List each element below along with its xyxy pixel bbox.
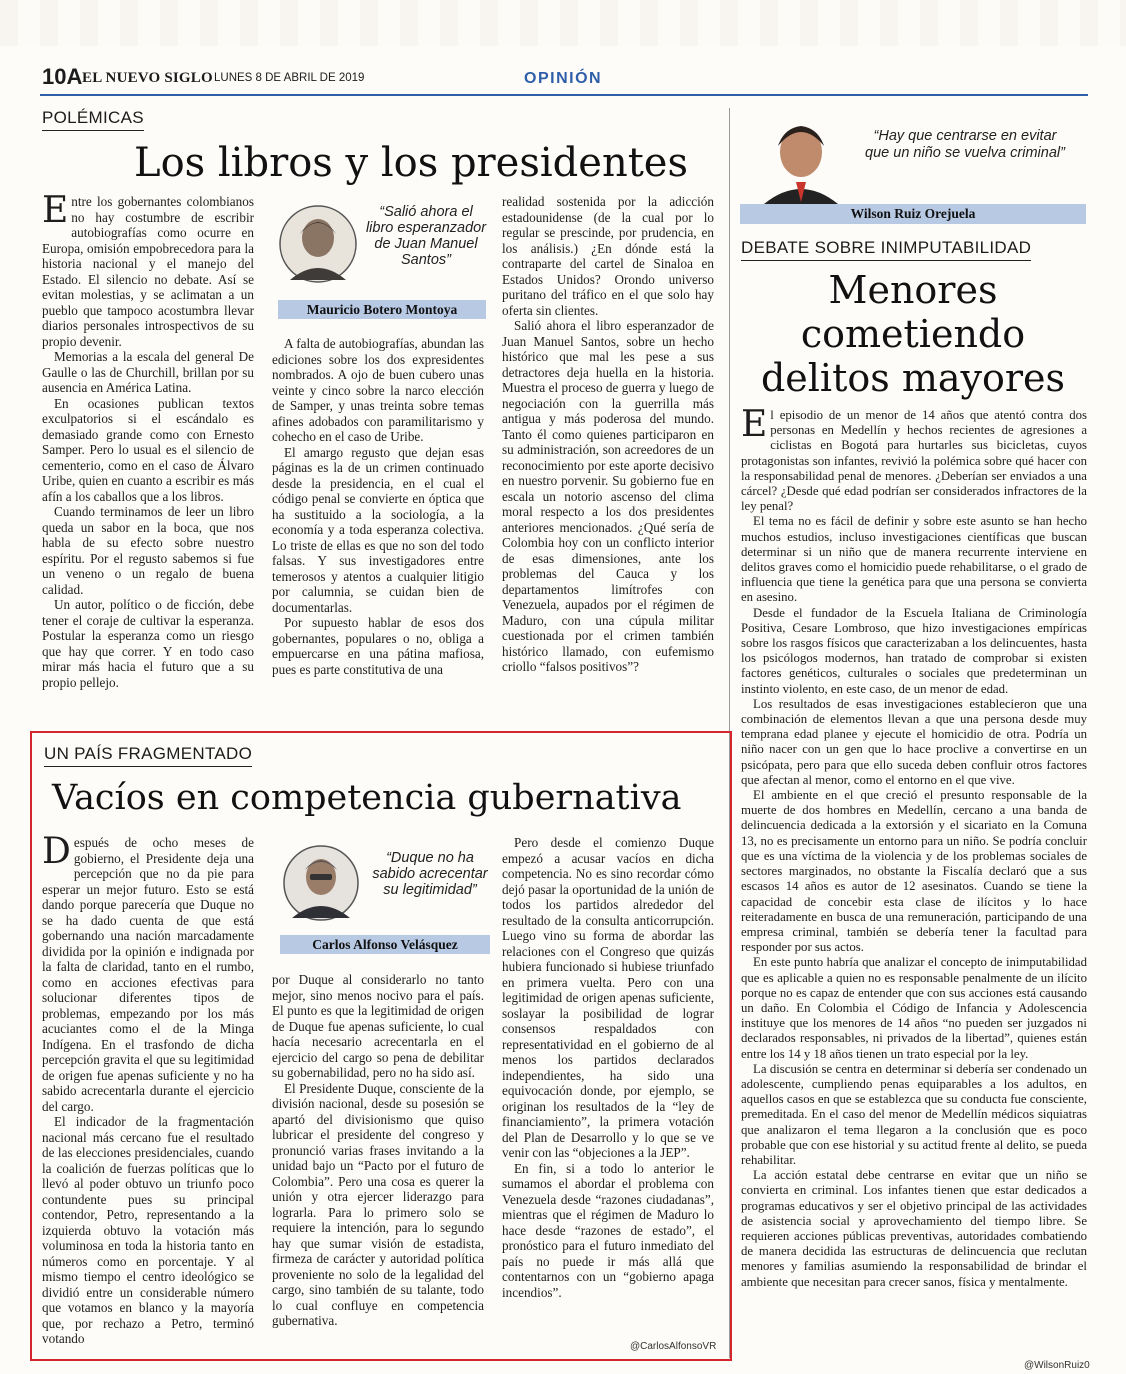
article1-dropcap: E: [42, 194, 69, 231]
author-portrait-icon: [278, 204, 358, 284]
article1-paragraph: El amargo regusto que dejan esas páginas es la de un crimen continuado desde la presidencia, en el cual el código penal se convierte en óptica que ha sustituido a la sociología, a la economía y a toda esperanza colectiva. Lo triste de ellas es que no son del todo falsas. Y sus investigadores entre temerosos y atentos a cualquier litigio por calumnia, se cuidan bien de documentarlas.: [272, 444, 484, 615]
article2-kicker: UN PAÍS FRAGMENTADO: [44, 744, 252, 767]
article2-paragraph: En fin, si a todo lo anterior le sumamos el abordar el problema con Venezuela desde “razones ciudadanas”, mientras que el régimen de Maduro lo hace desde “razones de estado”, el pronóstico para el futuro inmediato del país no puede ir más allá que contentarnos con un “gobierno apaga incendios”.: [502, 1160, 714, 1300]
article3-pull-quote: “Hay que centrarse en evitar que un niño se vuelva criminal”: [865, 128, 1065, 161]
article2-paragraph: Después de ocho meses de gobierno, el Presidente deja una percepción que no da pie para esperar un mejor futuro. Esto se está dando porque parecería que Duque no se ha dado cuenta de que está gobernando una nación marcadamente dividida por la opinión e indignada por la falta de claridad, tanto en el rumbo, como en acciones efectivas para solucionar diferentes tipos de problemas, empezando por los más acuciantes como el de la Minga Indígena. En el trasfondo de dicha percepción gravita el que su legitimidad de origen fue apenas suficiente y no ha sabido acrecentarla durante el ejercicio del cargo.: [42, 835, 254, 1114]
article3-paragraph: El tema no es fácil de definir y sobre este asunto se han hecho muchos estudios, incluso investigaciones científicas que buscan determinar si un niño que de manera recurrente interviene en delitos graves como el homicidio puede rehabilitarse, o el grado de influencia que tiene la genética para que una persona se convierta en asesino.: [741, 514, 1087, 605]
article1-paragraph: Por supuesto hablar de esos dos gobernantes, populares o no, obliga a empuercarse en una pátina mafiosa, pues es parte constitutiva de una: [272, 615, 484, 677]
article1-title: Los libros y los presidentes: [134, 140, 688, 186]
article2-title: Vacíos en competencia gubernativa: [52, 778, 682, 818]
header-rule: [40, 94, 1088, 96]
newspaper-name: EL NUEVO SIGLO: [82, 70, 213, 86]
article1-pull-quote: “Salió ahora el libro esperanzador de Juan Manuel Santos”: [365, 204, 487, 268]
article2-pull-quote: “Duque no ha sabido acrecentar su legitimidad”: [372, 850, 488, 898]
article2-column-2: [272, 972, 484, 1346]
article3-paragraph: Desde el fundador de la Escuela Italiana de Criminología Positiva, Cesare Lombroso, que hizo investigaciones empíricas sobre los rasgos físicos que caracterizaban a los delincuentes, hasta los psicólogos modernos, han tratado de comprobar si existen factores genéticos, culturales o sociales que predeterminan un instinto violento, en este caso, de un menor de edad.: [741, 605, 1087, 696]
article1-paragraph: Un autor, político o de ficción, debe tener el coraje de cultivar la esperanza. Postular la esperanza como un riesgo que hay que correr. Y en todo caso mirar más hacia el futuro que a su propio pellejo.: [42, 597, 254, 690]
scan-top-margin: [0, 0, 1126, 46]
article2-author-handle: @CarlosAlfonsoVR: [630, 1341, 717, 1352]
article1-paragraph: realidad sostenida por la adicción estadounidense (de la cual por lo regular se prescinde, por prudencia, en los análisis.) ¿En dónde está la contraparte del cartel de Sinaloa en Estados Unidos? Orondo universo puritano del tráfico en el que solo hay oferta sin clientes.: [502, 194, 714, 318]
article2-author-name: Carlos Alfonso Velásquez: [280, 935, 490, 954]
article1-author-name: Mauricio Botero Montoya: [278, 300, 486, 319]
issue-date: LUNES 8 DE ABRIL DE 2019: [214, 72, 365, 84]
article1-paragraph: Cuando terminamos de leer un libro queda un sabor en la boca, que nos habla de su efecto sobre nuestro espíritu. Por el regusto sabemos si fue un veneno o un regalo de buena calidad.: [42, 504, 254, 597]
article1-author-box: [272, 200, 492, 320]
article3-title: [741, 268, 1085, 400]
article3-dropcap: E: [741, 408, 768, 445]
article1-paragraph: A falta de autobiografías, abundan las ediciones sobre los dos expresidentes nombrados. A ojo de buen cubero unas veinte y cinco sobre la narco elección de Samper, y unas treinta sobre temas afines adobados con paramilitarismo y cohecho en el caso de Uribe.: [272, 336, 484, 444]
article3-title-line: delitos mayores: [760, 356, 1066, 400]
article2-paragraph: por Duque al considerarlo no tanto mejor, sino menos nocivo para el país. El punto es que la legitimidad de origen de Duque fue apenas suficiente, lo cual hacía necesario acrecentarla en el ejercicio del cargo so pena de debilitar su gobernabilidad, pero no ha sido así.: [272, 972, 484, 1080]
article3-author-handle: @WilsonRuiz0: [1024, 1360, 1090, 1371]
article3-author-box: [738, 108, 1088, 226]
article2-dropcap: D: [42, 835, 71, 872]
article3-paragraph: El ambiente en el que creció el presunto responsable de la muerte de dos hombres en Medellín, cercano a una banda de delincuencia dedicada a la extorsión y el sicariato en la Comuna 13, no es precisamente un entorno para un niño. Se podría concluir que es una víctima de la violencia y de los problemas sociales de sectores marginados, no obstante la Fiscalía declaró que a sus escasos 14 años es autor de 12 asesinatos. Cuando se tiene la capacidad de concebir esta clase de ilícitos y lo hace reiteradamente en busca de una remuneración, participando de una empresa criminal, también se debería tener la facultad para responder por sus actos.: [741, 788, 1087, 955]
article3-kicker: DEBATE SOBRE INIMPUTABILIDAD: [741, 238, 1031, 261]
author-portrait-icon: [756, 112, 846, 204]
article1-paragraph: Salió ahora el libro esperanzador de Juan Manuel Santos, sobre un hecho histórico que mal les pese a sus detractores deja huella en la historia. Muestra el proceso de guerra y luego de negociación con la guerrilla más antigua y más poderosa del mundo. Tanto él como quienes participaron en su administración, son acreedores de un reconocimiento por este aporte decisivo en nuestro porvenir. Su gobierno fue en escala un notorio ascenso del clima moral respecto a los dos presidentes anteriores mencionados. ¿Qué sería de Colombia hoy con un conflicto interior de esas dimensiones, ante los problemas del Cauca y los departamentos limítrofes con Venezuela, aupados por el régimen de Maduro, con una cúpula militar cuestionada por el crimen también histórico llamado, con eufemismo criollo “falsos positivos”?: [502, 318, 714, 674]
article3-title-line: Menores: [828, 268, 998, 312]
article1-paragraph: Memorias a la escala del general De Gaulle o las de Churchill, brillan por su ausencia en América Latina.: [42, 349, 254, 395]
article3-author-name: Wilson Ruiz Orejuela: [740, 204, 1086, 224]
article1-paragraph: En ocasiones publican textos exculpatorios si el escándalo es demasiado grande como con Ernesto Samper. Pero lo usual es el silencio de cementerio, como en el caso de Álvaro Uribe, quien en cuanto a escribir es más afín a los caballos que a los libros.: [42, 395, 254, 504]
author-portrait-icon: [282, 844, 360, 922]
article3-paragraph: Los resultados de esas investigaciones establecieron que una combinación de elementos llevan a que una persona desde muy temprana edad planee y ejecute el homicidio de otra. Podría un niño nacer con un gen que lo hace proclive a convertirse en un psicópata, pero para que ello suceda deben confluir otros factores que afectan al menor, como el entorno en el que vive.: [741, 696, 1087, 787]
article1-paragraph: Entre los gobernantes colombianos no hay costumbre de escribir autobiografías como ocurre en Europa, omisión empobrecedora para la historia nacional y el manejo del Estado. El silencio no debate. Así se evitan molestias, y se aclimatan a un pueblo que tampoco acostumbra llevar diarios personales introspectivos de su propio devenir.: [42, 194, 254, 349]
article1-column-3: [502, 194, 714, 706]
article3-paragraph: La acción estatal debe centrarse en evitar que un niño se convierta en criminal. Los infantes tienen que estar dedicados a programas educativos y ser el objetivo principal de las actividades de asistencia social y aprovechamiento del tiempo libre. Se requieren acciones públicas preventivas, autoridades combatiendo de manera decidida las estructuras de delincuencia que reclutan menores y familias asumiendo la responsabilidad de brindar el ambiente que necesitan para crecer sanos, física y mentalmente.: [741, 1168, 1087, 1289]
article3-paragraph: La discusión se centra en determinar si debería ser condenado un adolescente, cumpliendo penas equiparables a los adultos, en aquellos casos en que se establezca que su conducta fue consciente, premeditada. En el caso del menor de Medellín médicos siquiatras que analizaron el tema llegaron a la conclusión que es poco probable que con ese historial y su actitud frente al delito, se pueda rehabilitar.: [741, 1061, 1087, 1167]
article1-kicker: POLÉMICAS: [42, 108, 144, 131]
article2-column-3: [502, 835, 714, 1335]
page-number: 10A: [42, 64, 83, 89]
article2-author-box: [272, 842, 494, 958]
article3-title-line: cometiendo: [800, 312, 1026, 356]
article1-column-2: [272, 336, 484, 706]
article3-paragraph: El episodio de un menor de 14 años que atentó contra dos personas en Medellín y hechos recientes de agresiones a ciclistas en Bogotá para hurtarles sus bicicletas, cuyos protagonistas son infantes, revivió la polémica sobre qué hacer con la responsabilidad penal de menores. ¿Deberían ser enviados a una cárcel? ¿Desde qué edad podrían ser considerados infractores de la ley penal?: [741, 408, 1087, 514]
article2-paragraph: El indicador de la fragmentación nacional más cercano fue el resultado de las elecciones presidenciales, cuando la coalición de fuerzas políticas que lo llevó al poder obtuvo un triunfo poco contundente pues su principal contendor, Petro, representando a la izquierda obtuvo la votación más voluminosa en toda la historia tanto en números como en porcentaje. Y al mismo tiempo el centro ideológico se dividió entre un considerable número que votamos en blanco y la mayoría que, por rechazo a Petro, terminó votando: [42, 1114, 254, 1345]
article1-column-1: [42, 194, 254, 704]
article2-paragraph: El Presidente Duque, consciente de la división nacional, desde su posesión se apartó del divisionismo que quiso lubricar el presidente del congreso y pronunció varias frases invitando a la unidad bajo un “Pacto por el futuro de Colombia”. Pero una cosa es querer la unión y otra ejercer liderazgo para lograrla. Para lo primero solo se requiere la intención, para lo segundo hay que sumar visión de estadista, firmeza de carácter y autoridad política proveniente no solo de la legalidad del cargo, sino también de su talante, todo lo cual confluye en competencia gubernativa.: [272, 1080, 484, 1328]
section-title: OPINIÓN: [524, 70, 603, 87]
article2-paragraph: Pero desde el comienzo Duque empezó a acusar vacíos en dicha competencia. No es sino recordar cómo dejó pasar la oportunidad de la unión de todos los partidos alrededor del resultado de la consulta anticorrupción. Luego vino su forma de abordar las relaciones con el Congreso que quizás hubiera funcionado si hubiese triunfado en primera vuelta. Pero con una legitimidad de origen apenas suficiente, soslayar la posibilidad de lograr consensos respaldados con representatividad en el gobierno de al menos los partidos declarados independientes, ha sido una equivocación donde, por ejemplo, se originan los resultados de la “ley de financiamiento”, la primera votación del Plan de Desarrollo y lo que se ve venir con las “objeciones a la JEP”.: [502, 835, 714, 1160]
article3-paragraph: En este punto habría que analizar el concepto de inimputabilidad que es aplicable a quien no es responsable penalmente de un ilícito porque no es capaz de entender que con sus acciones está causando un daño. En Colombia el Código de Infancia y Adolescencia instituye que los menores de 14 años “no pueden ser juzgados ni declarados responsables, ni privados de la libertad”, quienes están entre los 14 y 18 años tienen un trato especial por la ley.: [741, 955, 1087, 1061]
article3-body: [741, 408, 1087, 1360]
article2-column-1: [42, 835, 254, 1345]
